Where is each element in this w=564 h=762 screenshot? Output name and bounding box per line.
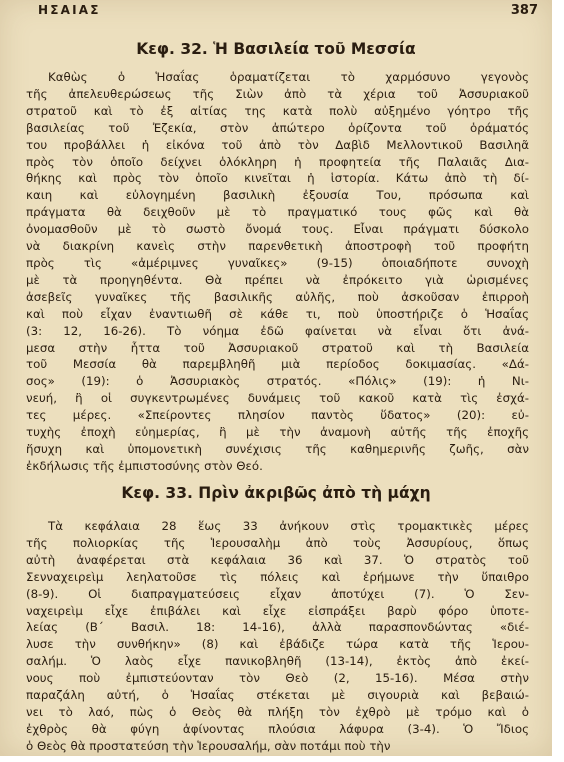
text-line: νευή, ἢ οἱ συγκεντρωμένες δυνάμεις τοῦ κακοῦ κατὰ τὶς ἐσχά- (26, 391, 529, 406)
text-line: τῆς πολιορκίας τῆς Ἱερουσαλὴμ ἀπὸ τοὺς Ἀσσυρίους, ὅπως (26, 535, 529, 550)
text-line: λυσε τὴν συνθήκην» (8) καὶ ἐβάδιζε τώρα κατὰ τῆς Ἱερου- (26, 637, 529, 652)
chapter-32-body (26, 69, 529, 475)
chapter-33-body (26, 518, 529, 755)
text-line: ἀσεβεῖς γυναῖκες τῆς βασιλικῆς αὐλῆς, ποὺ ἀσκοῦσαν ἐπιρροὴ (26, 289, 529, 304)
text-line: μὲ τὰ προηγηθέντα. Θὰ πρέπει νὰ ἐπρόκειτο γιὰ ὡρισμένες (26, 272, 529, 287)
text-line: ναχειρεὶμ εἶχε ἐπιβάλει καὶ εἶχε εἰσπράξει βαρὺ φόρο ὑποτε- (26, 603, 529, 618)
chapter-32-title: Κεφ. 32. Ἡ Βασιλεία τοῦ Μεσσία (136, 40, 416, 58)
text-line: ἐκδήλωσις τῆς ἐμπιστοσύνης στὸν Θεό. (26, 458, 263, 473)
text-line: λείας (Β΄ Βασιλ. 18: 14-16), ἀλλὰ παρασπονδώντας «διέ- (26, 620, 529, 635)
text-line: ἐχθρὸς θὰ φύγη ἀφίνοντας πλούσια λάφυρα (3-4). Ὁ Ἴδιος (26, 721, 529, 736)
chapter-33-title: Κεφ. 33. Πρὶν ἀκριβῶς ἀπὸ τὴ μάχη (121, 484, 431, 502)
text-line: τοῦ Μεσσία θὰ παρεμβληθῆ μιὰ περίοδος δοκιμασίας. «Δά- (26, 357, 529, 372)
text-line: μεσα στὴν ἧττα τοῦ Ἀσσυριακοῦ στρατοῦ καὶ τὴ Βασιλεία (26, 340, 529, 355)
text-line: νει τὸ λαό, πὼς ὁ Θεὸς θὰ πλήξη τὸν ἐχθρὸ μὲ τρόμο καὶ ὁ (26, 704, 529, 719)
text-line: στρατοῦ καὶ τὸ ἐξ αἰτίας της κατὰ πολὺ αὐξημένο γόητρο τῆς (26, 103, 529, 118)
text-line: βασιλείας τοῦ Ἐζεκία, στὸν ἀπώτερο ὁρίζοντα τοῦ ὁράματός (26, 120, 529, 135)
text-line: θήκης καὶ πρὸς τὸν ὁποῖο κινεῖται ἡ ἱστορία. Κάτω ἀπὸ τὴ δί- (26, 171, 529, 186)
text-line: ἥσυχη καὶ ὑπομονετικὴ συνέχισις τῆς καθημερινῆς ζωῆς, σὰν (26, 441, 529, 456)
text-line: καὶ ποὺ εἶχαν ἐναντιωθῆ σὲ κάθε τι, ποὺ ὑποστήριζε ὁ Ἡσαΐας (26, 306, 529, 321)
text-line: σος» (19): ὁ Ἀσσυριακὸς στρατός. «Πόλις» (19): ἡ Νι- (26, 374, 529, 389)
text-line: πράγματα θὰ δειχθοῦν μὲ τὸ πραγματικό τους φῶς καὶ θὰ (26, 205, 529, 220)
text-line: σαλήμ. Ὁ λαὸς εἶχε πανικοβληθῆ (13-14), ἐκτὸς ἀπὸ ἐκεί- (26, 654, 529, 669)
text-line: νους ποὺ ἐμπιστεύονταν τὸν Θεὸ (2, 15-16). Μέσα στὴν (26, 671, 529, 686)
text-line: καιη καὶ εὐλογημένη βασιλικὴ ἐξουσία Του, πρόσωπα καὶ (26, 188, 529, 203)
running-head: ΗΣΑΙΑΣ (38, 3, 101, 17)
text-line: παραζάλη αὐτή, ὁ Ἡσαΐας στέκεται μὲ σιγουριὰ καὶ βεβαιώ- (26, 688, 529, 703)
text-line: του προβάλλει ἡ εἰκόνα τοῦ ἀπὸ τὸν Δαβὶδ Μελλοντικοῦ Βασιληᾶ (26, 137, 529, 152)
text-line: τῆς ἀπελευθερώσεως τῆς Σιὼν ἀπὸ τὰ χέρια τοῦ Ἀσσυριακοῦ (26, 86, 529, 101)
text-line: Καθὼς ὁ Ἡσαΐας ὁραματίζεται τὸ χαρμόσυνο γεγονὸς (48, 70, 529, 84)
text-line: (8-9). Οἱ διαπραγματεύσεις εἶχαν ἀποτύχει (7). Ὁ Σεν- (26, 586, 529, 601)
text-line: πρὸς τὶς «ἀμέριμνες γυναῖκες» (9-15) ὁποιαδήποτε συνοχὴ (26, 255, 529, 270)
text-line: αὐτὴ ἀναφέρεται στὰ κεφάλαια 36 καὶ 37. Ὁ στρατὸς τοῦ (26, 552, 529, 567)
text-line: νὰ διακρίνη κανεὶς στὴν παρενθετικὴ ἀποστροφὴ τοῦ προφήτη (26, 239, 529, 254)
text-line: Σενναχειρεὶμ λεηλατοῦσε τὶς πόλεις καὶ ἐρήμωνε τὴν ὕπαιθρο (26, 569, 529, 584)
text-line: τυχὴς ἐποχὴ εὐημερίας, ἢ μὲ τὴν ἀναμονὴ αὐτῆς τῆς ἐποχῆς (26, 425, 529, 440)
text-line: (3: 12, 16-26). Τὸ νόημα ἐδῶ φαίνεται νὰ εἶναι ὅτι ἀνά- (26, 323, 529, 338)
text-line: τες μέρες. «Σπείροντες πλησίον παντὸς ὕδατος» (20): εὐ- (26, 408, 529, 423)
text-line: πρὸς τὸν ὁποῖο δείχνει ὁλόκληρη ἡ προφητεία τῆς Παλαιᾶς Δια- (26, 154, 529, 169)
page-number: 387 (510, 3, 538, 18)
text-line: ὀνομασθοῦν μὲ τὸ σωστὸ ὄνομά τους. Εἶναι πράγματι δύσκολο (26, 222, 529, 237)
text-line: Τὰ κεφάλαια 28 ἕως 33 ἀνήκουν στὶς τρομακτικὲς μέρες (48, 519, 529, 533)
text-line: ὁ Θεὸς θὰ προστατεύση τὴν Ἱερουσαλήμ, σὰν ποτάμι ποὺ τὴν (26, 738, 391, 753)
